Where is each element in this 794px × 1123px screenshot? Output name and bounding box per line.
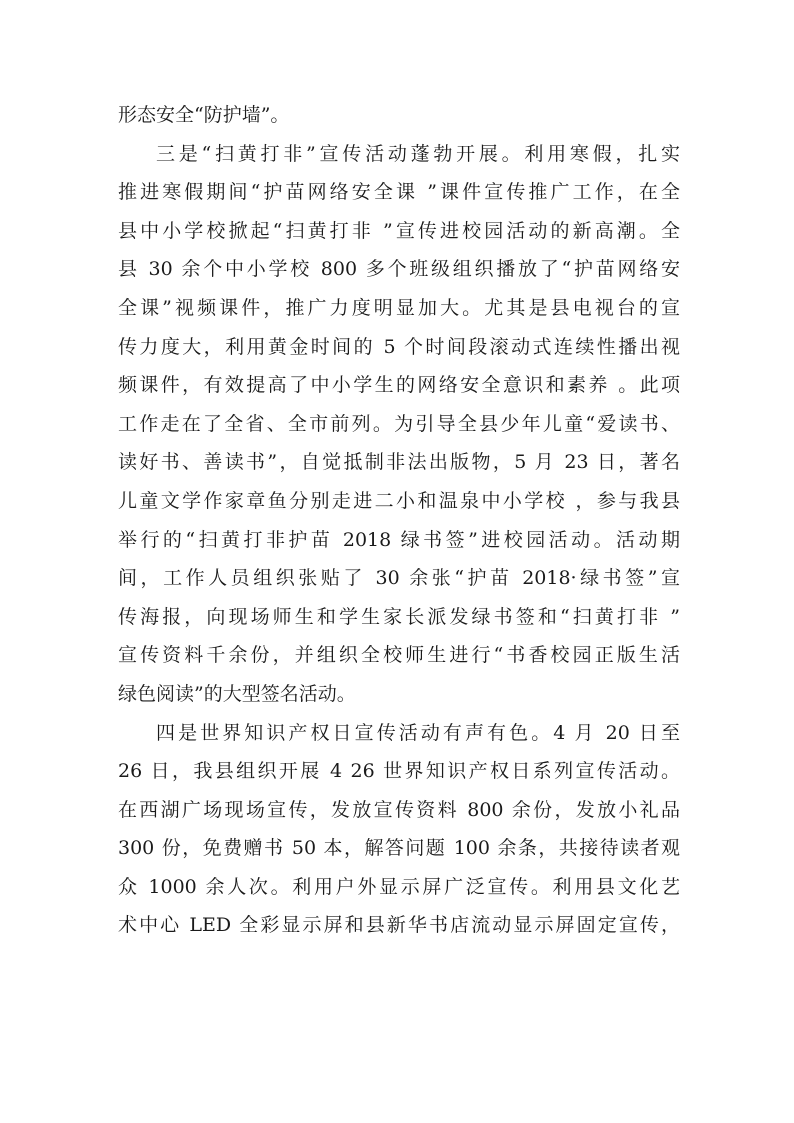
paragraph-line: 26 日，我县组织开展 4 26 世界知识产权日系列宣传活动。 [118, 760, 680, 783]
paragraph-line: 传海报，向现场师生和学生家长派发绿书签和“扫黄打非 ” [118, 605, 680, 628]
paragraph-line: 儿童文学作家章鱼分别走进二小和温泉中小学校 ，参与我县 [118, 489, 680, 512]
paragraph-line: 举行的“扫黄打非护苗 2018 绿书签”进校园活动。活动期 [118, 528, 680, 551]
paragraph-line: 县 30 余个中小学校 800 多个班级组织播放了“护苗网络安 [118, 258, 680, 281]
paragraph-line: 传力度大，利用黄金时间的 5 个时间段滚动式连续性播出视 [118, 335, 680, 358]
paragraph-line: 三是“扫黄打非”宣传活动蓬勃开展。利用寒假，扎实 [156, 142, 680, 165]
paragraph-line: 县中小学校掀起“扫黄打非 ”宣传进校园活动的新高潮。全 [118, 219, 680, 242]
paragraph-line: 间，工作人员组织张贴了 30 余张“护苗 2018·绿书签”宣 [118, 567, 680, 590]
paragraph-line: 全课”视频课件，推广力度明显加大。尤其是县电视台的宣 [118, 296, 680, 319]
paragraph-line: 读好书、善读书”，自觉抵制非法出版物，5 月 23 日，著名 [118, 451, 680, 474]
paragraph-line: 推进寒假期间“护苗网络安全课 ”课件宣传推广工作，在全 [118, 181, 680, 204]
body-text [118, 96, 680, 945]
paragraph-line: 300 份，免费赠书 50 本，解答问题 100 余条，共接待读者观 [118, 837, 680, 860]
paragraph-line: 频课件，有效提高了中小学生的网络安全意识和素养 。此项 [118, 374, 680, 397]
paragraph-line: 宣传资料千余份，并组织全校师生进行“书香校园正版生活 [118, 644, 680, 667]
paragraph-line: 工作走在了全省、全市前列。为引导全县少年儿童“爱读书、 [118, 412, 680, 435]
paragraph-line: 术中心 LED 全彩显示屏和县新华书店流动显示屏固定宣传， [118, 914, 680, 937]
paragraph-line: 形态安全“防护墙”。 [118, 104, 290, 126]
paragraph-line: 众 1000 余人次。利用户外显示屏广泛宣传。利用县文化艺 [118, 875, 680, 898]
paragraph-line: 四是世界知识产权日宣传活动有声有色。4 月 20 日至 [156, 721, 680, 744]
paragraph-line: 在西湖广场现场宣传，发放宣传资料 800 余份，发放小礼品 [118, 798, 680, 821]
paragraph-line: 绿色阅读”的大型签名活动。 [118, 682, 356, 705]
